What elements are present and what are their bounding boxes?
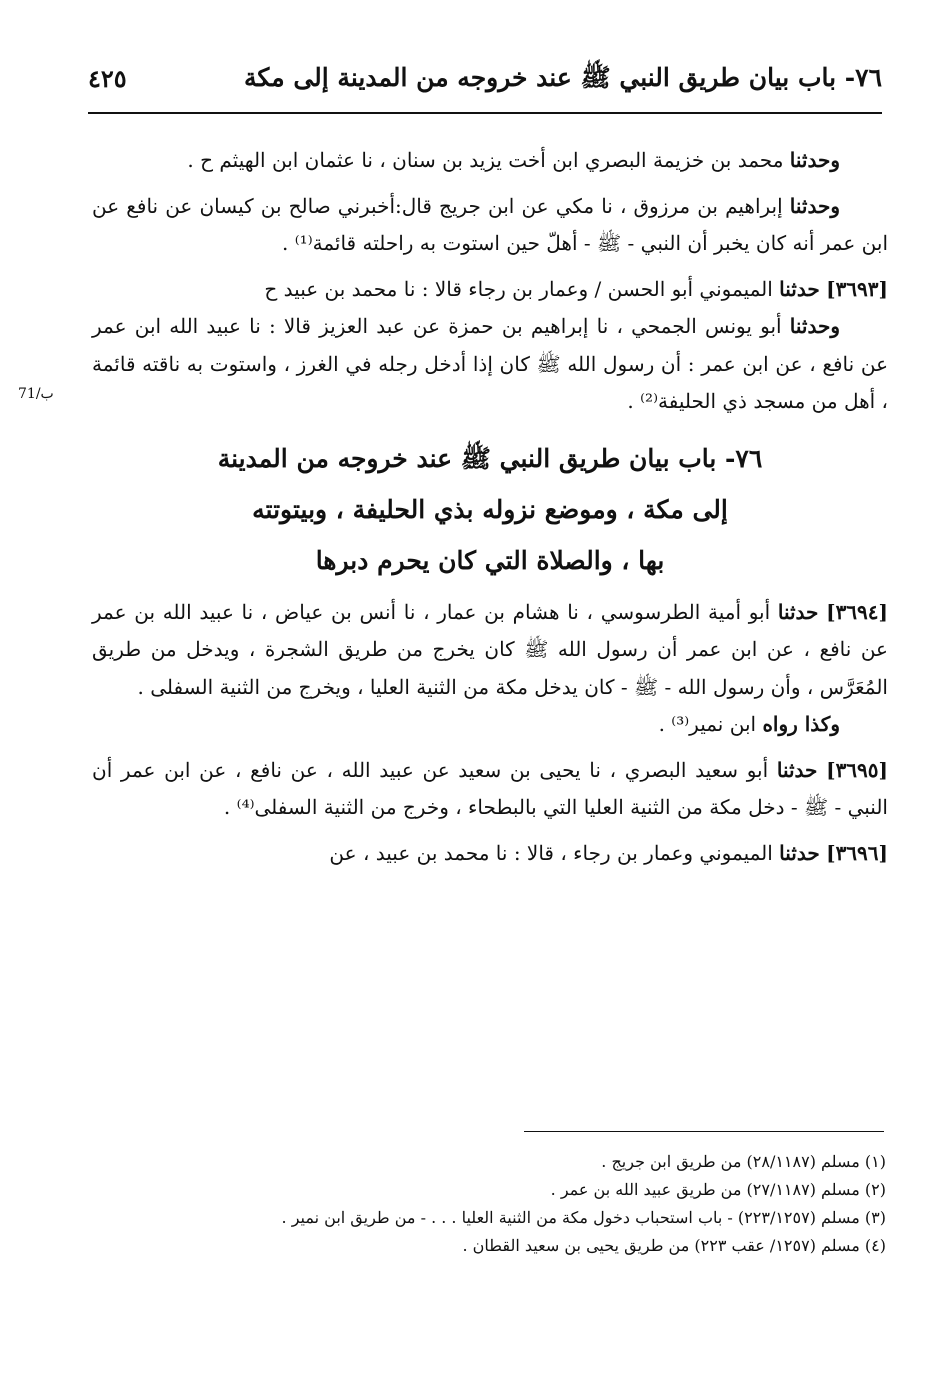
paragraph <box>92 188 888 263</box>
paragraph <box>92 271 888 309</box>
paragraph-lead: وحدثنا <box>789 193 840 218</box>
running-title: ٧٦- باب بيان طريق النبي ﷺ عند خروجه من المدينة إلى مكة <box>244 63 882 92</box>
footnotes <box>100 1148 886 1260</box>
paragraph-text: ابن نمير⁽³⁾ . <box>658 712 763 736</box>
hadith-number: [٣٦٩٦] <box>826 840 888 865</box>
chapter-heading-line: ٧٦- باب بيان طريق النبي ﷺ عند خروجه من المدينة <box>217 443 763 473</box>
paragraph <box>92 752 888 827</box>
paragraph-text: أبو يونس الجمحي ، نا إبراهيم بن حمزة عن عبد العزيز قالا : نا عبيد الله ابن عمر عن نافع ، عن ابن عمر : أن رسول الله ﷺ كان إذا أدخل رجله في الغرز ، واستوت به ناقته قائمة ، أهل من مسجد ذي الحليفة⁽²⁾ . <box>92 314 888 413</box>
paragraph <box>92 308 888 421</box>
paragraph-lead: حدثنا <box>779 840 820 865</box>
hadith-number: [٣٦٩٥] <box>826 757 888 782</box>
paragraph-lead: وحدثنا <box>789 148 840 172</box>
paragraph-text: محمد بن خزيمة البصري ابن أخت يزيد بن سنان ، نا عثمان ابن الهيثم ح . <box>187 148 790 172</box>
paragraph-lead: حدثنا <box>779 276 820 301</box>
page-header <box>88 62 882 110</box>
paragraph-lead: حدثنا <box>776 757 818 782</box>
hadith-number: [٣٦٩٤] <box>826 599 888 624</box>
margin-note: 71/ب <box>18 386 54 402</box>
main-text <box>92 142 888 872</box>
paragraph-text: إبراهيم بن مرزوق ، نا مكي عن ابن جريج قال:أخبرني صالح بن كيسان عن نافع عن ابن عمر أنه كان يخبر أن النبي - ﷺ - أهلّ حين استوت به راحلته قائمة⁽¹⁾ . <box>92 193 888 255</box>
chapter-heading <box>92 433 888 586</box>
paragraph-lead: حدثنا <box>777 599 819 624</box>
paragraph-text: الميموني وعمار بن رجاء ، قالا : نا محمد بن عبيد ، عن <box>329 840 780 865</box>
chapter-heading-line: إلى مكة ، وموضع نزوله بذي الحليفة ، وبيتوتته <box>252 494 728 524</box>
footnote: (٣) مسلم (٢٢٣/١٢٥٧) - باب استحباب دخول مكة من الثنية العليا . . . - من طريق ابن نمير . <box>281 1208 886 1227</box>
paragraph-lead: وكذا رواه <box>762 712 840 736</box>
paragraph <box>92 835 888 873</box>
paragraph-lead: وحدثنا <box>789 314 840 338</box>
paragraph-text: أبو سعيد البصري ، نا يحيى بن سعيد عن عبيد الله ، عن نافع ، عن ابن عمر أن النبي - ﷺ - دخل مكة من الثنية العليا التي بالبطحاء ، وخرج من الثنية السفلى⁽⁴⁾ . <box>92 757 888 819</box>
paragraph <box>92 594 888 707</box>
footnote: (٤) مسلم (١٢٥٧/ عقب ٢٢٣) من طريق يحيى بن سعيد القطان . <box>462 1236 886 1255</box>
paragraph-text: الميموني أبو الحسن / وعمار بن رجاء قالا : نا محمد بن عبيد ح <box>264 276 780 301</box>
header-rule <box>88 112 882 114</box>
paragraph-text: أبو أمية الطرسوسي ، نا هشام بن عمار ، نا أنس بن عياض ، نا عبيد الله بن عمر عن نافع ، عن ابن عمر أن رسول الله ﷺ كان يخرج من طريق الشجرة ، ويدخل من طريق المُعَرَّس ، وأن رسول الله - ﷺ - كان يدخل مكة من الثنية العليا ، ويخرج من الثنية السفلى . <box>92 599 888 699</box>
footnote: (١) مسلم (٢٨/١١٨٧) من طريق ابن جريج . <box>601 1152 886 1171</box>
hadith-number: [٣٦٩٣] <box>826 276 888 301</box>
footnote: (٢) مسلم (٢٧/١١٨٧) من طريق عبيد الله بن عمر . <box>550 1180 886 1199</box>
paragraph <box>92 142 888 180</box>
page-number: ٤٢٥ <box>88 64 127 93</box>
chapter-heading-line: بها ، والصلاة التي كان يحرم دبرها <box>315 545 665 575</box>
paragraph <box>92 706 888 744</box>
footnote-rule <box>524 1131 884 1132</box>
